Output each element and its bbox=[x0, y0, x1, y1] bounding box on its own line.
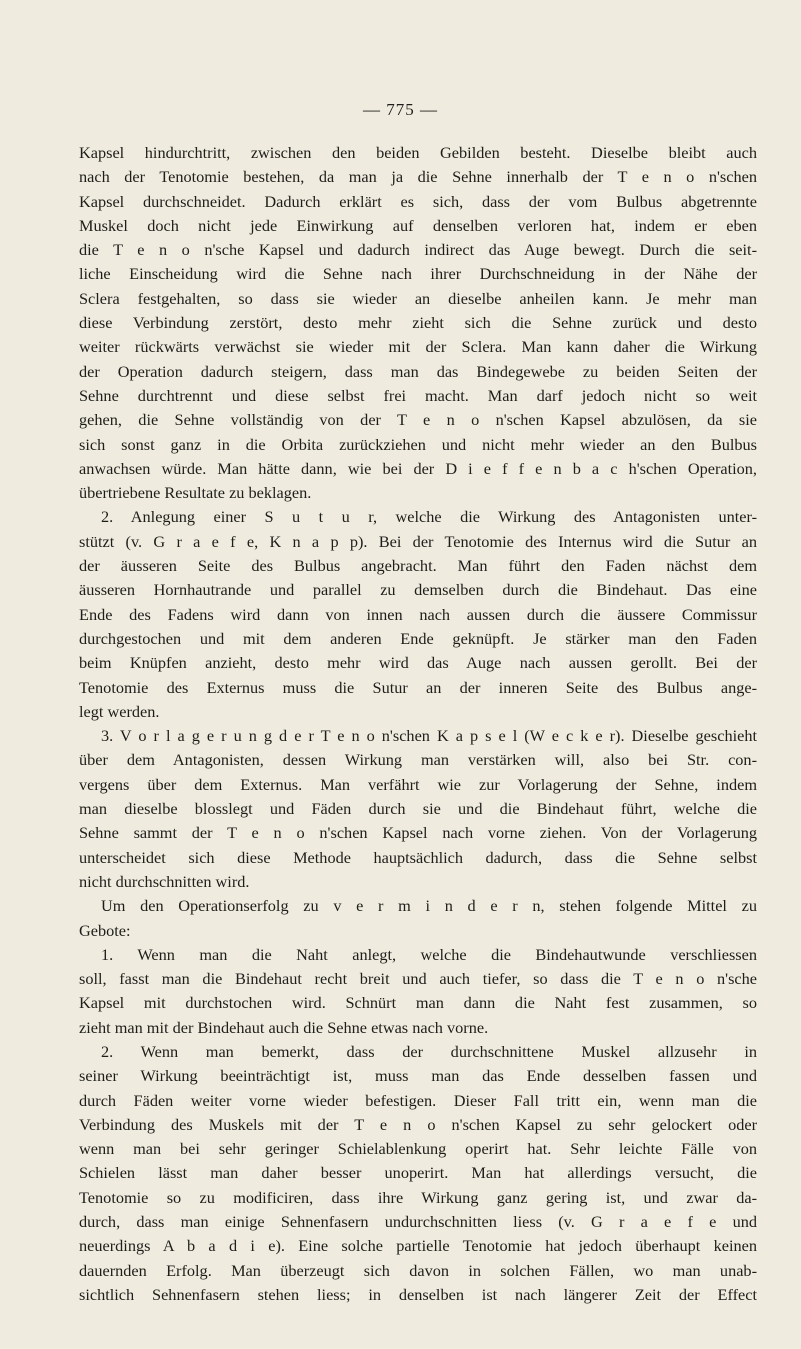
text-line: nicht durchschnitten wird. bbox=[79, 871, 250, 891]
text-line: durch, dass man einige Sehnenfasern undurchschnitten liess (v. G r a e f e und bbox=[79, 1212, 757, 1232]
text-line: 1. Wenn man die Naht anlegt, welche die Bindehautwunde verschliessen bbox=[101, 944, 757, 964]
text-line: weiter rückwärts verwächst sie wieder mit der Sclera. Man kann daher die Wirkung bbox=[79, 337, 757, 357]
text-line: seiner Wirkung beeinträchtigt ist, muss man das Ende desselben fassen und bbox=[79, 1066, 757, 1086]
text-line: Verbindung des Muskels mit der T e n o n'schen Kapsel zu sehr gelockert oder bbox=[79, 1114, 757, 1134]
text-line: übertriebene Resultate zu beklagen. bbox=[79, 483, 312, 503]
text-line: Ende des Fadens wird dann von innen nach aussen durch die äussere Commissur bbox=[79, 604, 757, 624]
page-number: — 775 — bbox=[363, 100, 438, 119]
text-line: Schielen lässt man daher besser unoperirt. Man hat allerdings versucht, die bbox=[79, 1163, 757, 1183]
text-line: äusseren Hornhautrande und parallel zu demselben durch die Bindehaut. Das eine bbox=[79, 580, 757, 600]
text-line: Kapsel durchschneidet. Dadurch erklärt es sich, dass der vom Bulbus abgetrennte bbox=[79, 191, 757, 211]
text-line: Gebote: bbox=[79, 920, 131, 940]
text-line: soll, fasst man die Bindehaut recht breit und auch tiefer, so dass die T e n o n'sche bbox=[79, 969, 757, 989]
text-line: gehen, die Sehne vollständig von der T e n o n'schen Kapsel abzulösen, da sie bbox=[79, 410, 757, 430]
text-line: wenn man bei sehr geringer Schielablenkung operirt hat. Sehr leichte Fälle von bbox=[79, 1139, 757, 1159]
text-line: 2. Anlegung einer S u t u r, welche die Wirkung des Antagonisten unter- bbox=[101, 507, 757, 527]
text-line: neuerdings A b a d i e). Eine solche partielle Tenotomie hat jedoch überhaupt keinen bbox=[79, 1236, 757, 1256]
text-line: der Operation dadurch steigern, dass man das Bindegewebe zu beiden Seiten der bbox=[79, 361, 757, 381]
text-line: anwachsen würde. Man hätte dann, wie bei der D i e f f e n b a c h'schen Operation, bbox=[79, 458, 757, 478]
text-line: nach der Tenotomie bestehen, da man ja die Sehne innerhalb der T e n o n'schen bbox=[79, 167, 757, 187]
text-line: Tenotomie des Externus muss die Sutur an der inneren Seite des Bulbus ange- bbox=[79, 677, 757, 697]
text-line: Sehne durchtrennt und diese selbst frei macht. Man darf jedoch nicht so weit bbox=[79, 385, 757, 405]
text-line: sichtlich Sehnenfasern stehen liess; in denselben ist nach längerer Zeit der Effect bbox=[79, 1284, 757, 1304]
text-line: die T e n o n'sche Kapsel und dadurch indirect das Auge bewegt. Durch die seit- bbox=[79, 240, 757, 260]
text-line: sich sonst ganz in die Orbita zurückziehen und nicht mehr wieder an den Bulbus bbox=[79, 434, 757, 454]
text-line: stützt (v. G r a e f e, K n a p p). Bei der Tenotomie des Internus wird die Sutur an bbox=[79, 531, 757, 551]
text-line: liche Einscheidung wird die Sehne nach ihrer Durchschneidung in der Nähe der bbox=[79, 264, 757, 284]
text-line: 2. Wenn man bemerkt, dass der durchschnittene Muskel allzusehr in bbox=[101, 1041, 757, 1061]
text-line: Tenotomie so zu modificiren, dass ihre Wirkung ganz gering ist, und zwar da- bbox=[79, 1187, 757, 1207]
text-line: durch Fäden weiter vorne wieder befestigen. Dieser Fall tritt ein, wenn man die bbox=[79, 1090, 757, 1110]
text-line: vergens über dem Externus. Man verfährt wie zur Vorlagerung der Sehne, indem bbox=[79, 774, 757, 794]
text-line: Sclera festgehalten, so dass sie wieder an dieselbe anheilen kann. Je mehr man bbox=[79, 288, 757, 308]
text-line: durchgestochen und mit dem anderen Ende geknüpft. Je stärker man den Faden bbox=[79, 628, 757, 648]
text-line: Um den Operationserfolg zu v e r m i n d e r n, stehen folgende Mittel zu bbox=[101, 896, 757, 916]
text-line: 3. V o r l a g e r u n g d e r T e n o n'schen K a p s e l (W e c k e r). Dieselbe geschieht bbox=[101, 726, 757, 746]
text-line: Kapsel mit durchstochen wird. Schnürt man dann die Naht fest zusammen, so bbox=[79, 993, 757, 1013]
text-line: diese Verbindung zerstört, desto mehr zieht sich die Sehne zurück und desto bbox=[79, 313, 757, 333]
text-line: der äusseren Seite des Bulbus angebracht. Man führt den Faden nächst dem bbox=[79, 556, 757, 576]
text-line: dauernden Erfolg. Man überzeugt sich davon in solchen Fällen, wo man unab- bbox=[79, 1260, 757, 1280]
text-line: beim Knüpfen anzieht, desto mehr wird das Auge nach aussen gerollt. Bei der bbox=[79, 653, 757, 673]
text-line: Muskel doch nicht jede Einwirkung auf denselben verloren hat, indem er eben bbox=[79, 215, 757, 235]
text-line: unterscheidet sich diese Methode hauptsächlich dadurch, dass die Sehne selbst bbox=[79, 847, 757, 867]
text-line: über dem Antagonisten, dessen Wirkung man verstärken will, also bei Str. con- bbox=[79, 750, 757, 770]
text-line: Kapsel hindurchtritt, zwischen den beiden Gebilden besteht. Dieselbe bleibt auch bbox=[79, 143, 757, 162]
body-text bbox=[79, 141, 757, 1307]
text-line: Sehne sammt der T e n o n'schen Kapsel nach vorne ziehen. Von der Vorlagerung bbox=[79, 823, 757, 843]
text-line: man dieselbe blosslegt und Fäden durch sie und die Bindehaut führt, welche die bbox=[79, 799, 757, 819]
text-line: zieht man mit der Bindehaut auch die Sehne etwas nach vorne. bbox=[79, 1017, 489, 1037]
text-line: legt werden. bbox=[79, 701, 160, 721]
